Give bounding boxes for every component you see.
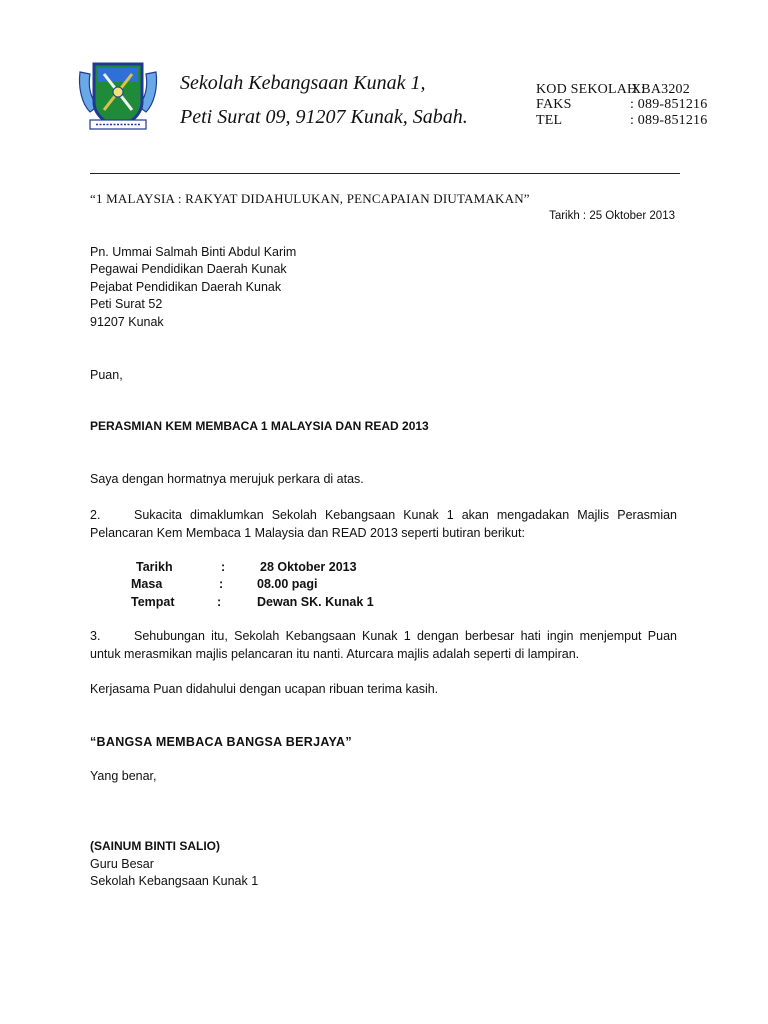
recipient-position: Pegawai Pendidikan Daerah Kunak bbox=[90, 262, 287, 276]
school-code-value: XBA3202 bbox=[631, 82, 690, 97]
thanks-line: Kerjasama Puan didahului dengan ucapan ribuan terima kasih. bbox=[90, 682, 439, 696]
detail-label-time: Masa bbox=[131, 577, 163, 591]
national-motto: “1 MALAYSIA : RAKYAT DIDAHULUKAN, PENCAPAIAN DIUTAMAKAN” bbox=[90, 191, 530, 206]
detail-colon: : bbox=[221, 560, 226, 574]
signatory-name: (SAINUM BINTI SALIO) bbox=[90, 839, 220, 853]
fax-label: FAKS bbox=[536, 97, 572, 112]
paragraph-3 bbox=[90, 628, 677, 663]
signatory-school: Sekolah Kebangsaan Kunak 1 bbox=[90, 874, 259, 888]
detail-label-venue: Tempat bbox=[131, 595, 175, 609]
reading-slogan: “BANGSA MEMBACA BANGSA BERJAYA” bbox=[90, 735, 352, 749]
signatory-title: Guru Besar bbox=[90, 857, 154, 871]
detail-value-venue: Dewan SK. Kunak 1 bbox=[257, 595, 374, 609]
closing-line: Yang benar, bbox=[90, 769, 157, 783]
paragraph-2-text: Sukacita dimaklumkan Sekolah Kebangsaan Kunak 1 akan mengadakan Majlis Perasmian Pelancaran Kem Membaca 1 Malaysia dan READ 2013 seperti butiran berikut: bbox=[90, 508, 677, 540]
recipient-office: Pejabat Pendidikan Daerah Kunak bbox=[90, 280, 282, 294]
detail-colon: : bbox=[219, 577, 224, 591]
detail-colon: : bbox=[217, 595, 222, 609]
recipient-po-box: Peti Surat 52 bbox=[90, 297, 163, 311]
school-crest-logo bbox=[76, 58, 160, 134]
tel-label: TEL bbox=[536, 113, 563, 128]
salutation: Puan, bbox=[90, 368, 123, 382]
fax-value: : 089-851216 bbox=[630, 97, 708, 112]
paragraph-1: Saya dengan hormatnya merujuk perkara di atas. bbox=[90, 472, 364, 486]
school-name: Sekolah Kebangsaan Kunak 1, bbox=[180, 72, 426, 94]
detail-value-time: 08.00 pagi bbox=[257, 577, 318, 591]
detail-label-date: Tarikh bbox=[136, 560, 173, 574]
recipient-name: Pn. Ummai Salmah Binti Abdul Karim bbox=[90, 245, 297, 259]
recipient-postcode: 91207 Kunak bbox=[90, 315, 164, 329]
paragraph-2 bbox=[90, 507, 677, 542]
school-address: Peti Surat 09, 91207 Kunak, Sabah. bbox=[180, 106, 468, 128]
letter-date: Tarikh : 25 Oktober 2013 bbox=[549, 210, 675, 222]
paragraph-2-number: 2. bbox=[90, 508, 101, 522]
paragraph-3-number: 3. bbox=[90, 629, 101, 643]
school-code-label: KOD SEKOLAH : bbox=[536, 82, 646, 97]
detail-value-date: 28 Oktober 2013 bbox=[260, 560, 357, 574]
header-divider bbox=[90, 173, 680, 174]
letter-subject: PERASMIAN KEM MEMBACA 1 MALAYSIA DAN READ 2013 bbox=[90, 419, 429, 433]
paragraph-3-text: Sehubungan itu, Sekolah Kebangsaan Kunak 1 dengan berbesar hati ingin menjemput Puan untuk merasmikan majlis pelancaran itu nanti. Aturcara majlis adalah seperti di lampiran. bbox=[90, 629, 677, 661]
tel-value: : 089-851216 bbox=[630, 113, 708, 128]
